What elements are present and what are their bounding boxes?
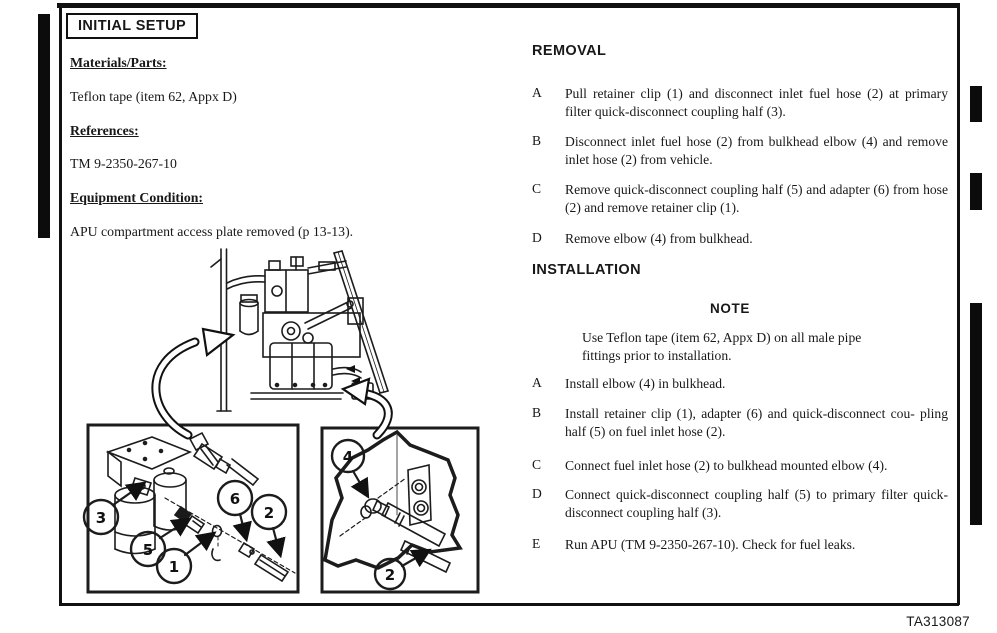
primary-filter-detail-box: [84, 425, 298, 592]
references-heading: References:: [70, 123, 139, 138]
callout-2b: 2: [384, 566, 396, 584]
step-text: Remove quick-disconnect coupling half (5) and adapter (6) from hose (2) and remove retainer clip (1).: [565, 182, 948, 215]
step-letter: D: [532, 230, 542, 245]
removal-step-d: [532, 230, 948, 248]
step-text: Connect fuel inlet hose (2) to bulkhead mounted elbow (4).: [565, 458, 888, 473]
change-bar-right-3: [970, 303, 982, 525]
removal-step-b: [532, 133, 948, 168]
step-text: Connect quick-disconnect coupling half (5) to primary filter quick-disconnect coupling half (3).: [565, 487, 948, 520]
step-text: Disconnect inlet fuel hose (2) from bulkhead elbow (4) and remove inlet hose (2) from vehicle.: [565, 134, 948, 167]
removal-step-c: [532, 181, 948, 216]
step-letter: A: [532, 85, 542, 100]
callout-1: 1: [168, 558, 180, 576]
callout-2: 2: [263, 504, 275, 522]
step-letter: C: [532, 181, 542, 196]
equipment-condition-heading: Equipment Condition:: [70, 190, 204, 205]
step-letter: C: [532, 457, 542, 472]
step-text: Run APU (TM 9-2350-267-10). Check for fuel leaks.: [565, 537, 856, 552]
step-text: Install retainer clip (1), adapter (6) and quick-disconnect cou- pling half (5) on fuel inlet hose (2).: [565, 406, 948, 439]
note-heading: NOTE: [710, 301, 750, 316]
installation-step-c: [532, 457, 948, 475]
step-letter: E: [532, 536, 541, 551]
removal-heading: REMOVAL: [532, 43, 607, 59]
initial-setup-label: INITIAL SETUP: [78, 18, 187, 34]
border-left: [59, 3, 62, 605]
references-body: TM 9-2350-267-10: [70, 156, 177, 171]
equipment-condition-body: APU compartment access plate removed (p 13-13).: [70, 224, 354, 239]
border-bottom: [59, 603, 959, 606]
installation-heading: INSTALLATION: [532, 262, 641, 278]
note-text: Use Teflon tape (item 62, Appx D) on all male pipe fittings prior to installation.: [582, 330, 862, 363]
callout-3: 3: [95, 509, 107, 527]
flow-arrow-icon: [346, 365, 355, 373]
step-letter: B: [532, 405, 542, 420]
border-top: [57, 3, 960, 8]
border-right: [957, 3, 960, 605]
step-letter: B: [532, 133, 542, 148]
installation-step-a: [532, 375, 948, 393]
apu-fuel-line-diagram: [55, 243, 515, 613]
change-bar-left: [38, 14, 50, 238]
initial-setup-badge: [66, 13, 198, 39]
change-bar-right-1: [970, 86, 982, 122]
change-bar-right-2: [970, 173, 982, 210]
step-text: Pull retainer clip (1) and disconnect inlet fuel hose (2) at primary filter quick-disconnect coupling half (3).: [565, 86, 948, 119]
bulkhead-elbow-detail-box: [322, 428, 478, 592]
step-text: Install elbow (4) in bulkhead.: [565, 376, 726, 391]
installation-step-d: [532, 486, 948, 521]
step-letter: A: [532, 375, 542, 390]
callout-4: 4: [342, 448, 354, 466]
materials-body: Teflon tape (item 62, Appx D): [70, 89, 237, 104]
removal-step-a: [532, 85, 948, 120]
installation-step-e: [532, 536, 948, 554]
step-text: Remove elbow (4) from bulkhead.: [565, 231, 753, 246]
figure-illustration: [55, 243, 515, 613]
installation-step-b: [532, 405, 948, 440]
materials-heading: Materials/Parts:: [70, 55, 167, 70]
figure-id: TA313087: [906, 614, 970, 629]
callout-5: 5: [142, 541, 154, 559]
callout-6: 6: [229, 490, 241, 508]
step-letter: D: [532, 486, 542, 501]
